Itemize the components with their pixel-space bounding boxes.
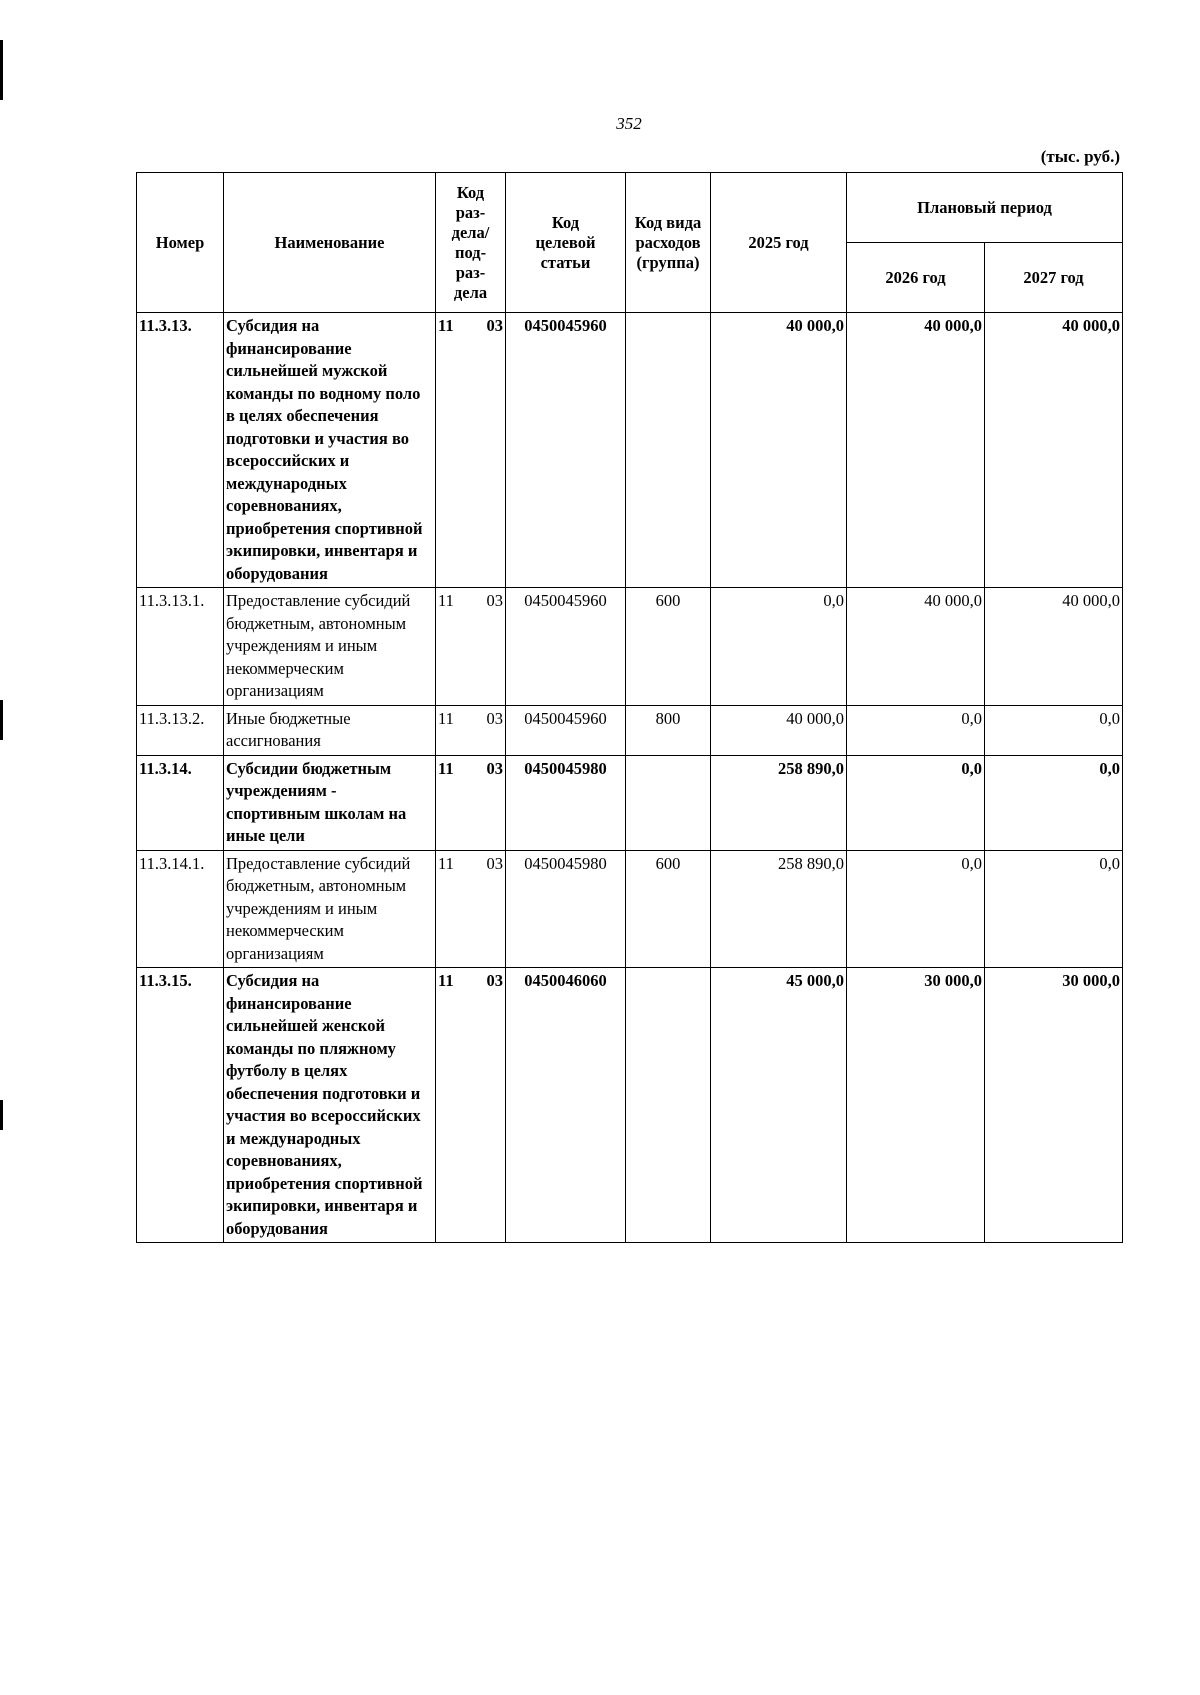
row-number: 11.3.14. xyxy=(137,755,224,850)
table-row xyxy=(137,705,1123,755)
row-amount-2025: 0,0 xyxy=(711,588,847,706)
row-section-code xyxy=(436,968,506,1243)
row-target-code: 0450045960 xyxy=(506,705,626,755)
scan-edge-mark xyxy=(0,1100,3,1130)
row-expense-kind xyxy=(626,755,711,850)
row-name: Субсидии бюджетным учреждениям - спортивным школам на иные цели xyxy=(224,755,436,850)
row-amount-2027: 0,0 xyxy=(985,850,1123,968)
row-section: 11 xyxy=(438,758,454,778)
row-amount-2025: 45 000,0 xyxy=(711,968,847,1243)
row-subsection: 03 xyxy=(486,708,503,728)
row-number: 11.3.14.1. xyxy=(137,850,224,968)
row-section: 11 xyxy=(438,971,454,990)
row-number: 11.3.13.1. xyxy=(137,588,224,706)
row-subsection: 03 xyxy=(486,853,503,873)
row-amount-2026: 30 000,0 xyxy=(847,968,985,1243)
scan-edge-mark xyxy=(0,40,3,100)
row-target-code: 0450045960 xyxy=(506,313,626,588)
scan-edge-mark xyxy=(0,700,3,740)
row-amount-2027: 40 000,0 xyxy=(985,313,1123,588)
row-target-code: 0450045980 xyxy=(506,850,626,968)
row-section: 11 xyxy=(438,853,454,873)
row-section: 11 xyxy=(438,591,454,610)
row-subsection: 03 xyxy=(486,591,503,610)
row-name: Субсидия на финансирование сильнейшей женской команды по пляжному футболу в целях обеспечения подготовки и участия во всероссийских и международных соревнованиях, приобретения спортивной экипировки, инвентаря и оборудования xyxy=(224,968,436,1243)
row-name: Предоставление субсидий бюджетным, автономным учреждениям и иным некоммерческим организациям xyxy=(224,588,436,706)
row-section: 11 xyxy=(438,708,454,728)
row-expense-kind: 800 xyxy=(626,705,711,755)
row-section-code xyxy=(436,705,506,755)
row-expense-kind: 600 xyxy=(626,588,711,706)
row-name: Субсидия на финансирование сильнейшей мужской команды по водному поло в целях обеспечения подготовки и участия во всероссийских и международных соревнованиях, приобретения спортивной экипировки, инвентаря и оборудования xyxy=(224,313,436,588)
row-amount-2027: 30 000,0 xyxy=(985,968,1123,1243)
page-number: 352 xyxy=(616,114,642,133)
row-name: Иные бюджетные ассигнования xyxy=(224,705,436,755)
header-planning-period: Плановый период xyxy=(847,173,1123,243)
header-section-code: Код раз-дела/ под-раз-дела xyxy=(436,173,506,313)
table-row xyxy=(137,313,1123,588)
row-section-code xyxy=(436,755,506,850)
row-target-code: 0450045960 xyxy=(506,588,626,706)
row-amount-2027: 0,0 xyxy=(985,705,1123,755)
row-target-code: 0450046060 xyxy=(506,968,626,1243)
row-section-code xyxy=(436,313,506,588)
row-number: 11.3.13.2. xyxy=(137,705,224,755)
budget-table xyxy=(136,172,1123,1243)
table-body xyxy=(137,313,1123,1243)
row-amount-2026: 0,0 xyxy=(847,705,985,755)
row-amount-2027: 40 000,0 xyxy=(985,588,1123,706)
row-expense-kind xyxy=(626,313,711,588)
row-subsection: 03 xyxy=(486,316,503,335)
row-amount-2025: 40 000,0 xyxy=(711,705,847,755)
row-name: Предоставление субсидий бюджетным, автономным учреждениям и иным некоммерческим организациям xyxy=(224,850,436,968)
table-row xyxy=(137,588,1123,706)
row-expense-kind: 600 xyxy=(626,850,711,968)
row-amount-2027: 0,0 xyxy=(985,755,1123,850)
units-label: (тыс. руб.) xyxy=(1040,147,1120,166)
header-year-2027: 2027 год xyxy=(985,243,1123,313)
row-amount-2026: 40 000,0 xyxy=(847,588,985,706)
header-year-2025: 2025 год xyxy=(711,173,847,313)
row-amount-2025: 258 890,0 xyxy=(711,755,847,850)
header-name: Наименование xyxy=(224,173,436,313)
header-number: Номер xyxy=(137,173,224,313)
row-amount-2026: 0,0 xyxy=(847,755,985,850)
row-target-code: 0450045980 xyxy=(506,755,626,850)
row-expense-kind xyxy=(626,968,711,1243)
row-amount-2026: 40 000,0 xyxy=(847,313,985,588)
row-number: 11.3.13. xyxy=(137,313,224,588)
row-subsection: 03 xyxy=(486,758,503,778)
row-section-code xyxy=(436,588,506,706)
header-year-2026: 2026 год xyxy=(847,243,985,313)
row-section: 11 xyxy=(438,316,454,335)
table-row xyxy=(137,755,1123,850)
table-row xyxy=(137,968,1123,1243)
row-amount-2025: 258 890,0 xyxy=(711,850,847,968)
row-subsection: 03 xyxy=(486,971,503,990)
row-amount-2025: 40 000,0 xyxy=(711,313,847,588)
header-target-code: Код целевой статьи xyxy=(506,173,626,313)
header-expense-kind: Код вида расходов (группа) xyxy=(626,173,711,313)
table-row xyxy=(137,850,1123,968)
row-section-code xyxy=(436,850,506,968)
row-number: 11.3.15. xyxy=(137,968,224,1243)
row-amount-2026: 0,0 xyxy=(847,850,985,968)
